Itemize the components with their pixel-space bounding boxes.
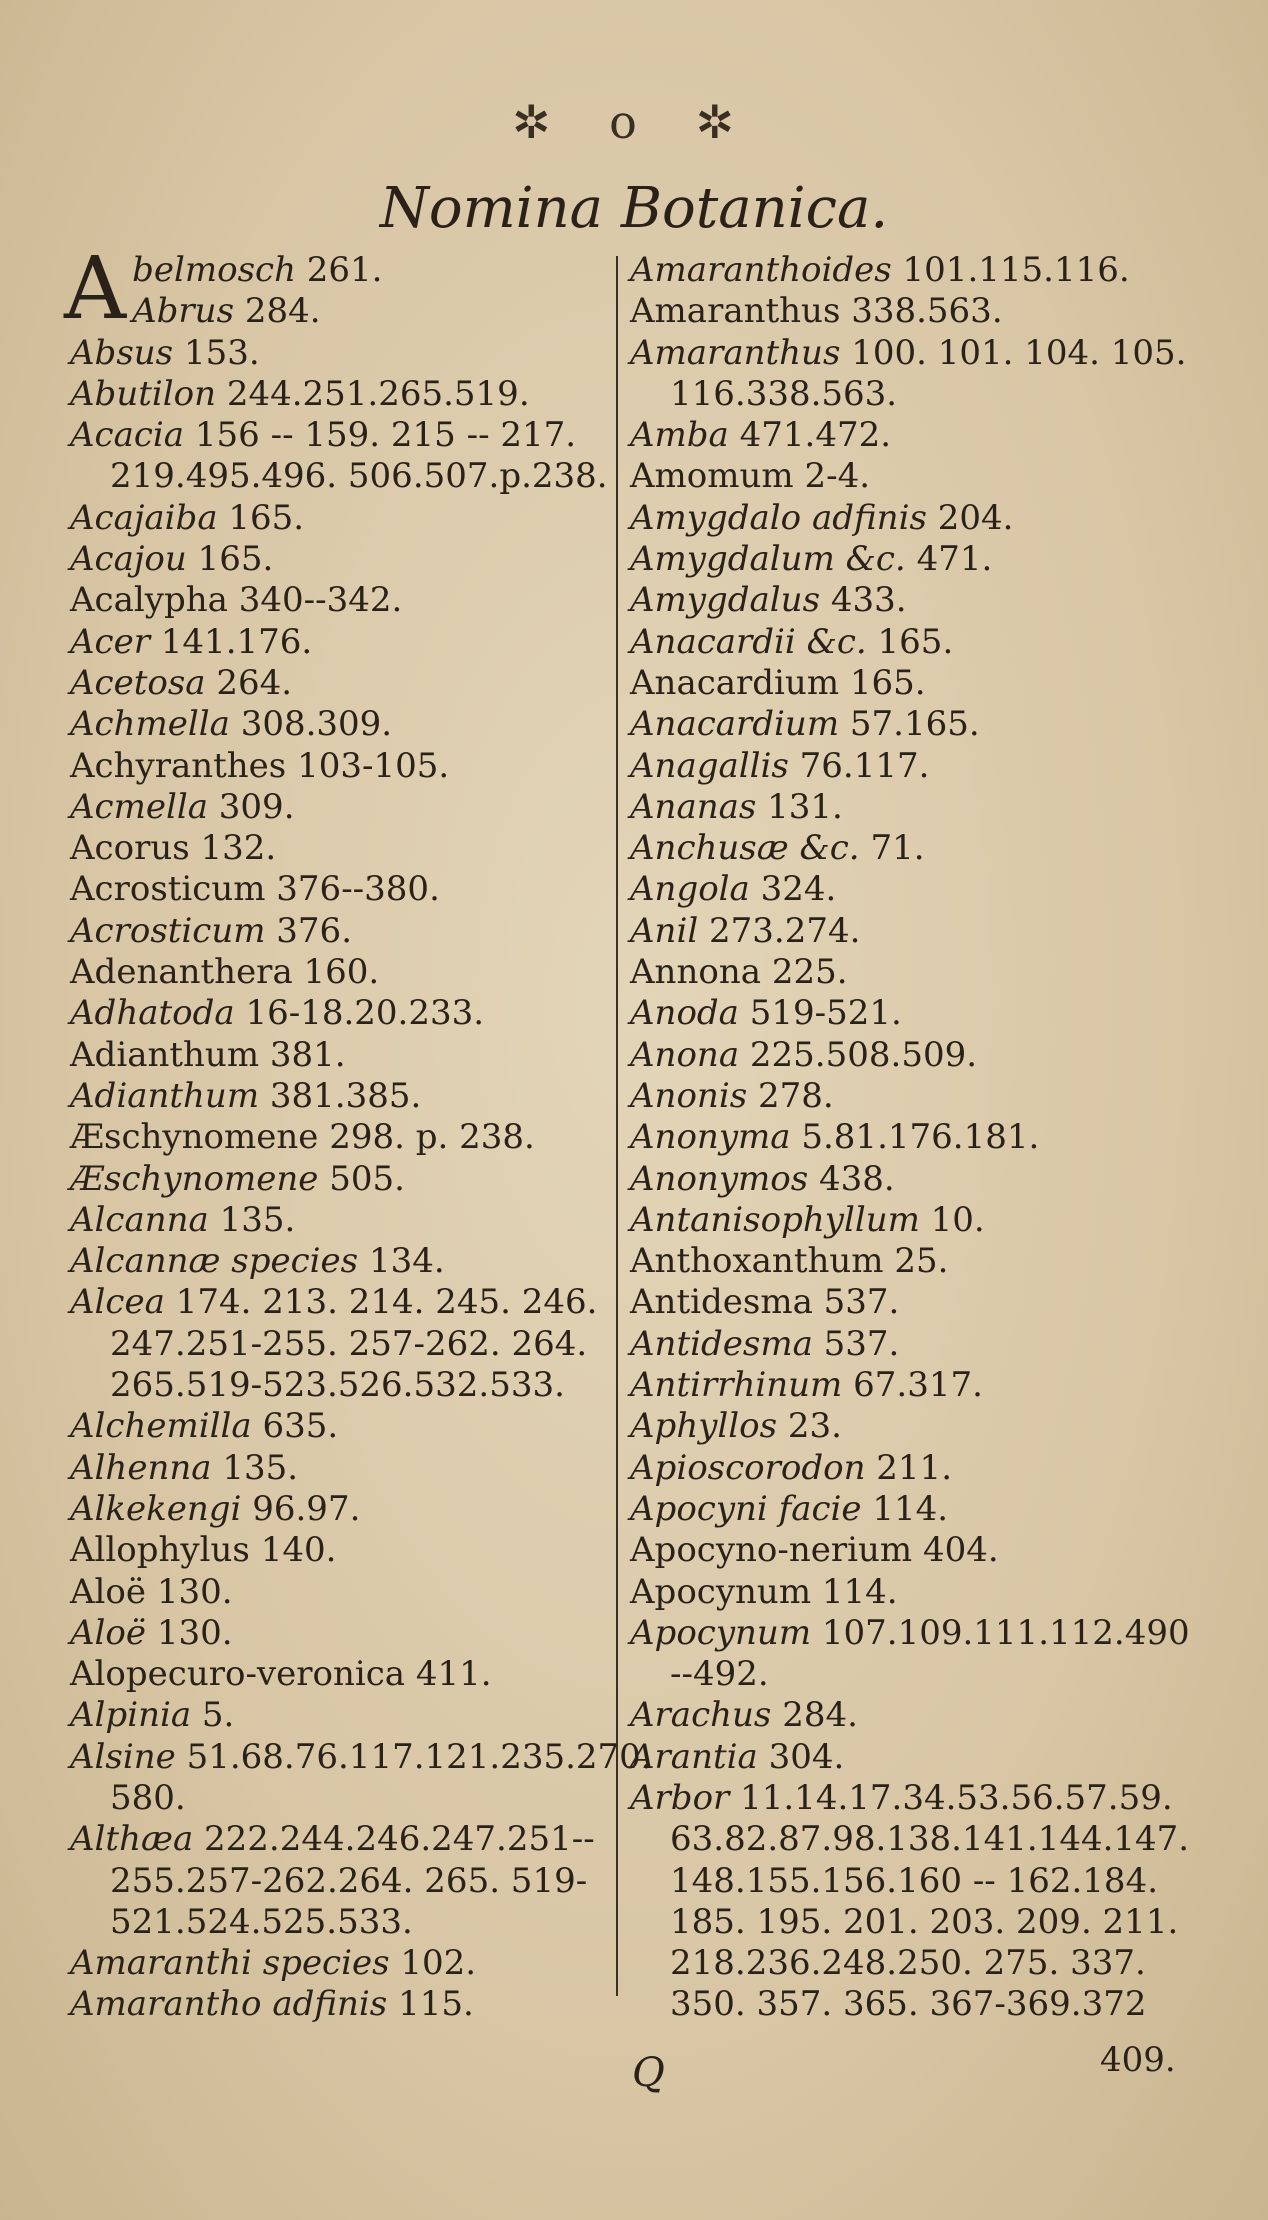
- header-ornament: ✲ o ✲: [511, 95, 757, 149]
- entry-refs: 100. 101. 104. 105.: [851, 332, 1187, 373]
- index-entry: [630, 1241, 1190, 1282]
- entry-term: Alcannæ species: [70, 1241, 359, 1282]
- entry-term: Anonyma: [630, 1117, 791, 1158]
- entry-refs: 16-18.20.233.: [245, 993, 485, 1034]
- entry-refs: 174. 213. 214. 245. 246.: [175, 1282, 598, 1323]
- index-entry: [70, 1241, 610, 1282]
- drop-cap: A: [64, 239, 127, 339]
- entry-refs: 130.: [156, 1571, 233, 1612]
- entry-term: Anil: [630, 910, 699, 951]
- index-entry: [70, 1035, 610, 1076]
- entry-term: Apocyni facie: [630, 1488, 862, 1529]
- index-entry: [70, 1943, 610, 1984]
- entry-term: Alsine: [70, 1736, 176, 1777]
- entry-term: Abutilon: [70, 373, 216, 414]
- entry-term: Absus: [70, 332, 174, 373]
- index-entry: [630, 828, 1190, 869]
- entry-refs: 376--380.: [276, 869, 440, 910]
- page-title: Nomina Botanica.: [379, 176, 889, 241]
- entry-term: Anoda: [630, 993, 739, 1034]
- entry-refs: 160.: [303, 952, 380, 993]
- entry-term: Apocynum: [630, 1612, 812, 1653]
- entry-refs: 264.: [216, 662, 293, 703]
- index-entry: [70, 1159, 610, 1200]
- entry-refs: 304.: [768, 1736, 845, 1777]
- index-entry: [630, 333, 1190, 374]
- entry-term: Antidesma: [630, 1282, 813, 1323]
- index-entry: [630, 663, 1190, 704]
- entry-refs: 134.: [368, 1241, 445, 1282]
- entry-refs: 165.: [877, 621, 954, 662]
- entry-term: Alchemilla: [70, 1406, 252, 1447]
- entry-term: Acajou: [70, 539, 187, 580]
- index-entry: [70, 1489, 610, 1530]
- entry-refs: 338.563.: [851, 291, 1003, 332]
- index-entry: [630, 1448, 1190, 1489]
- entry-refs: 140.: [260, 1530, 337, 1571]
- entry-refs: 433.: [830, 580, 907, 621]
- entry-term: Anchusæ &c.: [630, 828, 860, 869]
- left-column: [64, 239, 652, 2026]
- index-entry: [70, 1902, 610, 1943]
- index-entry: [630, 374, 1190, 415]
- index-entry: [70, 704, 610, 745]
- index-entry: [70, 1406, 610, 1447]
- index-entry: [630, 993, 1190, 1034]
- entry-refs: 438.: [819, 1158, 895, 1199]
- index-entry: [630, 498, 1190, 539]
- entry-refs: 273.274.: [709, 910, 861, 951]
- entry-term: Amaranthi species: [70, 1943, 390, 1984]
- entry-refs: 309.: [218, 786, 295, 827]
- entry-refs: 225.: [771, 952, 848, 993]
- column-divider: [616, 256, 618, 1996]
- index-entry: [630, 1282, 1190, 1323]
- entry-term: Ananas: [630, 786, 757, 827]
- entry-refs: 135.: [219, 1199, 296, 1240]
- entry-refs: 218.236.248.250. 275. 337.: [670, 1943, 1146, 1984]
- entry-term: Althæa: [70, 1819, 194, 1860]
- index-entry: [70, 1695, 610, 1736]
- index-entry: [70, 1984, 610, 2025]
- entry-refs: 521.524.525.533.: [110, 1901, 413, 1942]
- entry-refs: 165.: [197, 539, 274, 580]
- entry-term: belmosch: [132, 250, 296, 290]
- entry-refs: 505.: [329, 1158, 405, 1199]
- entry-term: Acrosticum: [70, 869, 266, 910]
- entry-term: Anacardium: [630, 662, 840, 703]
- entry-refs: 76.117.: [799, 745, 930, 786]
- entry-term: Acorus: [70, 828, 190, 869]
- index-entry: [70, 828, 610, 869]
- entry-refs: 471.472.: [739, 415, 892, 456]
- entry-term: Antanisophyllum: [630, 1199, 920, 1240]
- entry-refs: 244.251.265.519.: [226, 373, 530, 414]
- entry-term: Apocyno-nerium: [630, 1530, 913, 1571]
- entry-refs: 153.: [183, 332, 260, 373]
- entry-refs: 350. 357. 365. 367-369.372: [670, 1984, 1147, 2025]
- entry-refs: 67.317.: [853, 1365, 983, 1406]
- entry-refs: 255.257-262.264. 265. 519-: [110, 1860, 588, 1901]
- index-entry: [630, 911, 1190, 952]
- entry-refs: 580.: [110, 1777, 186, 1818]
- entry-refs: 107.109.111.112.490: [821, 1612, 1190, 1653]
- entry-term: Amaranthus: [630, 332, 841, 373]
- entry-refs: 10.: [930, 1199, 985, 1240]
- index-entry: [70, 993, 610, 1034]
- entry-term: Anacardium: [630, 704, 840, 745]
- entry-refs: 381.385.: [269, 1075, 422, 1116]
- index-entry: [630, 1861, 1190, 1902]
- entry-term: Anagallis: [630, 745, 789, 786]
- entry-term: Alhenna: [70, 1447, 212, 1488]
- entry-refs: 11.14.17.34.53.56.57.59.: [740, 1777, 1173, 1818]
- entry-refs: 340--342.: [238, 580, 403, 621]
- entry-term: Anacardii &c.: [630, 621, 867, 662]
- index-entry: [70, 333, 610, 374]
- entry-term: Alpinia: [70, 1695, 192, 1736]
- entry-refs: 2-4.: [804, 456, 871, 497]
- entry-term: Acmella: [70, 786, 208, 827]
- index-entry: [70, 746, 610, 787]
- entry-term: Aloë: [70, 1612, 147, 1653]
- index-entry: [630, 1159, 1190, 1200]
- index-entry: [70, 456, 610, 497]
- index-entry: [70, 498, 610, 539]
- index-entry: [70, 1076, 610, 1117]
- index-entry: [630, 1572, 1190, 1613]
- entry-refs: 265.519-523.526.532.533.: [110, 1365, 565, 1406]
- index-entry: [630, 1076, 1190, 1117]
- entry-refs: 225.508.509.: [749, 1034, 978, 1075]
- index-entry: [630, 1200, 1190, 1241]
- entry-term: Acer: [70, 621, 150, 662]
- entry-term: Adianthum: [70, 1034, 260, 1075]
- entry-refs: 141.176.: [160, 621, 313, 662]
- entry-term: Adenanthera: [70, 952, 293, 993]
- entry-refs: 222.244.246.247.251--: [204, 1819, 595, 1860]
- entry-refs: 219.495.496. 506.507.p.238.: [110, 456, 608, 497]
- entry-term: Anthoxanthum: [630, 1241, 884, 1282]
- signature-mark: Q: [632, 2050, 665, 2096]
- entry-refs: 381.: [269, 1034, 346, 1075]
- entry-term: Alkekengi: [70, 1488, 242, 1529]
- entry-term: Acacia: [70, 415, 185, 456]
- index-entry: [70, 539, 610, 580]
- entry-refs: 411.: [415, 1654, 492, 1695]
- entry-term: Anona: [630, 1034, 740, 1075]
- index-entry: [70, 415, 610, 456]
- index-entry: [630, 1819, 1190, 1860]
- entry-refs: 131.: [767, 786, 843, 827]
- index-entry: [630, 952, 1190, 993]
- index-entry: [630, 1613, 1190, 1654]
- index-entry: [630, 1943, 1190, 1984]
- index-entry: [630, 415, 1190, 456]
- entry-term: Amomum: [630, 456, 794, 497]
- entry-term: Amaranthoides: [630, 250, 892, 290]
- entry-refs: 537.: [823, 1323, 900, 1364]
- entry-refs: 404.: [923, 1530, 999, 1571]
- entry-refs: 156 -- 159. 215 -- 217.: [194, 415, 577, 456]
- index-entry: [630, 1530, 1190, 1571]
- entry-refs: 103-105.: [297, 745, 450, 786]
- entry-term: Antirrhinum: [630, 1365, 843, 1406]
- entry-term: Achmella: [70, 704, 230, 745]
- entry-term: Amaranthus: [630, 291, 841, 332]
- index-entry: [70, 663, 610, 704]
- entry-term: Antidesma: [630, 1323, 813, 1364]
- index-entry: [70, 1530, 610, 1571]
- index-entry: [70, 952, 610, 993]
- index-entry: [630, 746, 1190, 787]
- entry-refs: 185. 195. 201. 203. 209. 211.: [670, 1901, 1179, 1942]
- entry-term: Abrus: [132, 291, 235, 332]
- index-entry: [70, 1200, 610, 1241]
- entry-refs: 519-521.: [749, 993, 902, 1034]
- entry-term: Amygdalus: [630, 580, 821, 621]
- index-entry: [630, 1117, 1190, 1158]
- index-entry: [630, 704, 1190, 745]
- entry-refs: 23.: [787, 1406, 842, 1447]
- entry-term: Acrosticum: [70, 910, 266, 951]
- entry-refs: 247.251-255. 257-262. 264.: [110, 1323, 588, 1364]
- index-entry: [630, 1324, 1190, 1365]
- entry-refs: 165.: [849, 662, 926, 703]
- entry-refs: 114.: [821, 1571, 898, 1612]
- index-entry: [70, 1365, 610, 1406]
- entry-refs: 63.82.87.98.138.141.144.147.: [670, 1819, 1190, 1860]
- entry-refs: 57.165.: [849, 704, 980, 745]
- entry-term: Apocynum: [630, 1571, 812, 1612]
- entry-term: Achyranthes: [70, 745, 287, 786]
- entry-refs: 635.: [262, 1406, 339, 1447]
- entry-refs: 284.: [244, 291, 321, 332]
- entry-refs: 71.: [870, 828, 925, 869]
- entry-term: Aloë: [70, 1571, 147, 1612]
- entry-refs: 537.: [823, 1282, 900, 1323]
- entry-term: Æschynomene: [70, 1158, 319, 1199]
- entry-term: Adhatoda: [70, 993, 235, 1034]
- index-entry: [630, 1902, 1190, 1943]
- index-entry: [630, 539, 1190, 580]
- index-entry: [630, 1489, 1190, 1530]
- entry-refs: 324.: [760, 869, 837, 910]
- index-entry: [70, 374, 610, 415]
- entry-term: Arachus: [630, 1695, 772, 1736]
- index-entry: [70, 1572, 610, 1613]
- index-entry: [70, 1819, 610, 1860]
- index-entry: [70, 1861, 610, 1902]
- entry-term: Acalypha: [70, 580, 228, 621]
- index-entry: [70, 622, 610, 663]
- index-entry: [70, 1282, 610, 1323]
- entry-refs: 471.: [916, 539, 993, 580]
- entry-refs: 376.: [276, 910, 352, 951]
- index-entry: [70, 1778, 610, 1819]
- entry-term: Amygdalo adfinis: [630, 497, 927, 538]
- index-entry: [70, 580, 610, 621]
- catchword: 409.: [1100, 2040, 1176, 2080]
- entry-refs: --492.: [670, 1654, 769, 1695]
- entry-refs: 102.: [400, 1943, 477, 1984]
- index-entry: [630, 1035, 1190, 1076]
- index-entry: [630, 1365, 1190, 1406]
- entry-term: Anonymos: [630, 1158, 809, 1199]
- index-entry: [70, 291, 610, 332]
- index-entry: [630, 250, 1190, 291]
- entry-refs: 261.: [306, 250, 383, 290]
- index-entry: [70, 787, 610, 828]
- entry-term: Arbor: [630, 1777, 730, 1818]
- entry-term: Annona: [630, 952, 761, 993]
- entry-refs: 116.338.563.: [670, 373, 898, 414]
- entry-term: Aphyllos: [630, 1406, 778, 1447]
- entry-refs: 284.: [782, 1695, 858, 1736]
- entry-refs: 132.: [200, 828, 277, 869]
- entry-refs: 278.: [757, 1075, 834, 1116]
- index-entry: [630, 1778, 1190, 1819]
- entry-term: Alopecuro-veronica: [70, 1654, 406, 1695]
- index-entry: [630, 1737, 1190, 1778]
- entry-term: Alcanna: [70, 1199, 209, 1240]
- entry-term: Amarantho adfinis: [70, 1984, 388, 2025]
- entry-term: Allophylus: [70, 1530, 250, 1571]
- entry-refs: 5.: [201, 1695, 235, 1736]
- right-column: [630, 250, 1190, 2026]
- entry-refs: 204.: [937, 497, 1014, 538]
- entry-term: Alcea: [70, 1282, 165, 1323]
- index-entry: [630, 1654, 1190, 1695]
- entry-refs: 130.: [156, 1612, 233, 1653]
- index-entry: [630, 622, 1190, 663]
- entry-refs: 96.97.: [252, 1488, 361, 1529]
- entry-refs: 298. p. 238.: [329, 1117, 535, 1158]
- index-entry: [70, 869, 610, 910]
- index-entry: [70, 911, 610, 952]
- index-entry: [70, 1117, 610, 1158]
- index-entry: [70, 1613, 610, 1654]
- index-entry: [630, 869, 1190, 910]
- index-entry: [70, 1736, 652, 1778]
- index-entry: [70, 1324, 610, 1365]
- entry-refs: 25.: [894, 1241, 949, 1282]
- entry-term: Amygdalum &c.: [630, 539, 906, 580]
- entry-term: Acetosa: [70, 662, 206, 703]
- entry-refs: 114.: [872, 1488, 949, 1529]
- entry-refs: 5.81.176.181.: [801, 1117, 1040, 1158]
- index-entry: [630, 1695, 1190, 1736]
- entry-refs: 115.: [398, 1984, 474, 2025]
- entry-term: Amba: [630, 415, 729, 456]
- entry-refs: 51.68.76.117.121.235.270.: [186, 1736, 652, 1777]
- index-entry: [70, 1448, 610, 1489]
- entry-term: Acajaiba: [70, 497, 218, 538]
- index-entry: [70, 1654, 610, 1695]
- index-entry: [630, 456, 1190, 497]
- entry-term: Apioscorodon: [630, 1447, 866, 1488]
- index-entry: [630, 1984, 1190, 2025]
- index-entry: [630, 291, 1190, 332]
- entry-term: Angola: [630, 869, 750, 910]
- index-entry: [630, 787, 1190, 828]
- entry-refs: 211.: [876, 1447, 952, 1488]
- entry-refs: 148.155.156.160 -- 162.184.: [670, 1860, 1159, 1901]
- entry-term: Æschynomene: [70, 1117, 319, 1158]
- index-entry: [630, 580, 1190, 621]
- entry-term: Adianthum: [70, 1075, 260, 1116]
- index-entry: [630, 1406, 1190, 1447]
- entry-refs: 135.: [222, 1447, 299, 1488]
- entry-refs: 308.309.: [240, 704, 393, 745]
- entry-term: Anonis: [630, 1075, 748, 1116]
- entry-refs: 165.: [228, 497, 305, 538]
- entry-term: Arantia: [630, 1736, 758, 1777]
- entry-refs: 101.115.116.: [902, 250, 1130, 290]
